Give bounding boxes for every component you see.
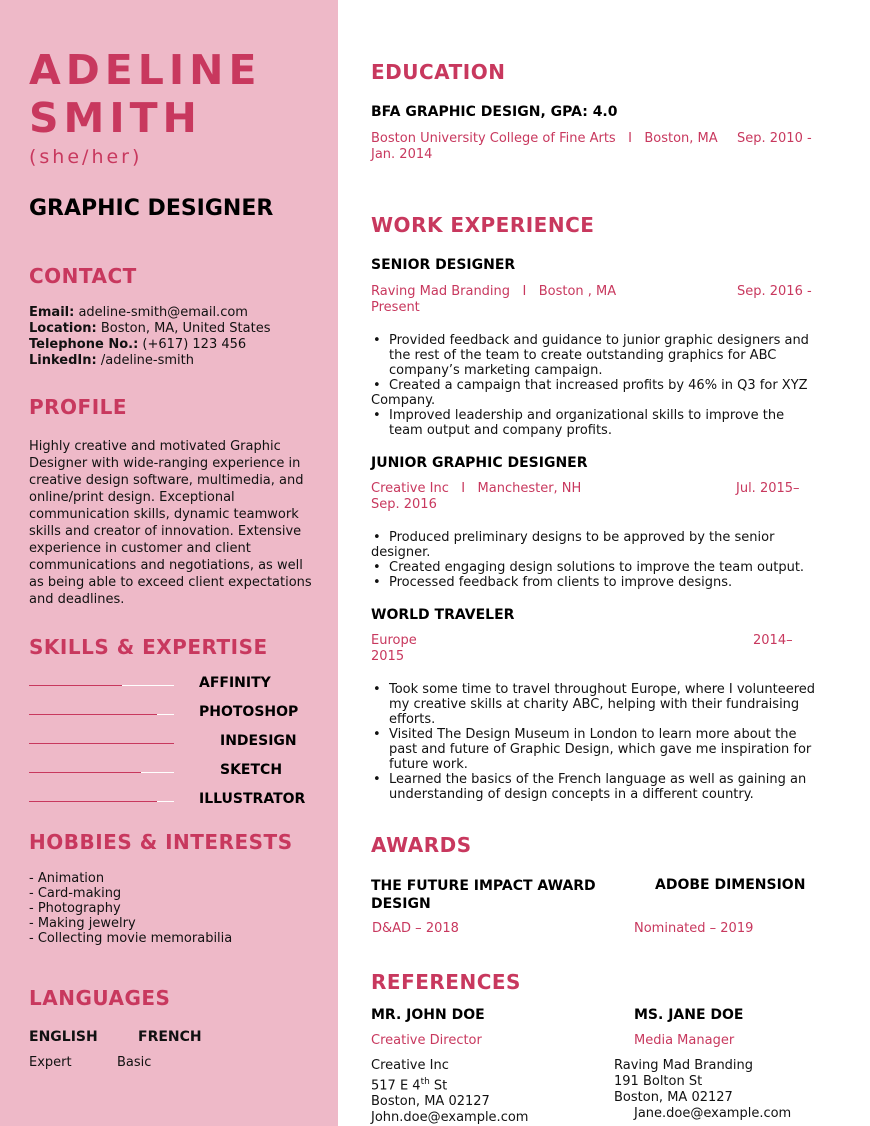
contact-location-line — [29, 321, 271, 337]
education-meta — [371, 131, 816, 163]
hobby-item: - Photography — [29, 901, 121, 916]
skill-label: INDESIGN — [220, 733, 297, 749]
street-rest: St — [429, 1078, 448, 1094]
date-end: 2015 — [371, 649, 405, 664]
profile-heading: PROFILE — [29, 395, 128, 419]
last-name: SMITH — [29, 94, 202, 142]
languages-heading: LANGUAGES — [29, 986, 171, 1010]
bullet-item: • Learned the basics of the French language as well as gaining an understanding of design concepts in a different country. — [371, 772, 821, 802]
award-title — [371, 877, 596, 913]
skill-label: PHOTOSHOP — [199, 704, 299, 720]
skill-label: SKETCH — [220, 762, 283, 778]
education-heading: EDUCATION — [371, 60, 506, 84]
skills-heading: SKILLS & EXPERTISE — [29, 635, 268, 659]
bullet-item: • Created engaging design solutions to improve the team output. — [371, 560, 821, 575]
email-label: Email: — [29, 305, 75, 320]
contact-linkedin-line — [29, 353, 271, 369]
bullet-item: • Visited The Design Museum in London to learn more about the past and future of Graphic Design, which gave me inspiration for future work. — [371, 727, 821, 772]
phone-value: (+617) 123 456 — [142, 337, 247, 352]
contact-details — [29, 305, 271, 369]
hobbies-list — [29, 871, 232, 946]
bullet-item: • Produced preliminary designs to be approved by the senior designer. — [371, 530, 821, 560]
company-name: Raving Mad Branding — [371, 284, 511, 299]
date-start: 2014– — [753, 633, 793, 648]
skill-row — [29, 673, 329, 697]
linkedin-value: /adeline-smith — [100, 353, 194, 368]
hobby-item: - Animation — [29, 871, 105, 886]
skill-row — [29, 702, 329, 726]
job-title: GRAPHIC DESIGNER — [29, 196, 274, 221]
job-bullets — [371, 530, 821, 590]
reference-email[interactable]: Jane.doe@example.com — [634, 1106, 792, 1121]
first-name: ADELINE — [29, 46, 262, 94]
award-title: ADOBE DIMENSION — [655, 877, 806, 893]
school-place: Boston, MA — [644, 131, 718, 146]
reference-contact — [371, 1058, 528, 1126]
phone-label: Telephone No.: — [29, 337, 139, 352]
linkedin-label: LinkedIn: — [29, 353, 97, 368]
references-heading: REFERENCES — [371, 970, 521, 994]
reference-city: Boston, MA 02127 — [371, 1094, 490, 1110]
bullet-item: • Processed feedback from clients to improve designs. — [371, 575, 821, 590]
bullet-item: • Created a campaign that increased profits by 46% in Q3 for XYZ Company. — [371, 378, 821, 408]
company-name: Creative Inc — [371, 481, 449, 496]
skill-label: ILLUSTRATOR — [199, 791, 306, 807]
profile-text: Highly creative and motivated Graphic Designer with wide-ranging experience in creative design software, multimedia, and online/print design. Exceptional communication skills, dynamic teamwork skills and creator of innovation. Extensive experience in customer and client communications and negotiations, as well as being able to exceed client expectations and deadlines. — [29, 439, 312, 607]
job-place: Boston , MA — [538, 284, 617, 299]
language-level: Basic — [117, 1055, 152, 1070]
hobbies-heading: HOBBIES & INTERESTS — [29, 830, 293, 854]
awards-heading: AWARDS — [371, 833, 472, 857]
skill-row — [29, 731, 329, 755]
award-title-line: THE FUTURE IMPACT AWARD — [371, 878, 596, 894]
job-bullets — [371, 682, 821, 802]
skill-bar-fill — [29, 743, 174, 744]
job-title: SENIOR DESIGNER — [371, 257, 516, 273]
candidate-name — [29, 46, 261, 142]
hobby-item: - Card-making — [29, 886, 122, 901]
separator: I — [522, 284, 527, 299]
date-end: Present — [371, 300, 420, 315]
award-title-line: DESIGN — [371, 896, 431, 912]
job-title: WORLD TRAVELER — [371, 607, 515, 623]
language-name: FRENCH — [138, 1029, 202, 1045]
contact-email-line — [29, 305, 271, 321]
separator: I — [461, 481, 466, 496]
reference-contact — [614, 1058, 791, 1122]
email-value: adeline-smith@email.com — [78, 305, 248, 320]
bullet-item: • Provided feedback and guidance to junior graphic designers and the rest of the team to create outstanding graphics for ABC company’s marketing campaign. — [371, 333, 821, 378]
reference-name: MR. JOHN DOE — [371, 1007, 485, 1023]
reference-street: 191 Bolton St — [614, 1074, 703, 1089]
skill-row — [29, 789, 329, 813]
reference-name: MS. JANE DOE — [634, 1007, 744, 1023]
job-place: Manchester, NH — [477, 481, 582, 496]
bullet-item: • Took some time to travel throughout Europe, where I volunteered my creative skills at charity ABC, helping with their fundraising efforts. — [371, 682, 821, 727]
award-detail: D&AD – 2018 — [372, 921, 459, 936]
location-value: Boston, MA, United States — [100, 321, 271, 336]
job-meta — [371, 633, 816, 665]
school-name: Boston University College of Fine Arts — [371, 131, 616, 146]
skill-row — [29, 760, 329, 784]
contact-heading: CONTACT — [29, 264, 137, 288]
skill-label: AFFINITY — [199, 675, 271, 691]
reference-email[interactable]: John.doe@example.com — [371, 1110, 529, 1126]
sidebar — [0, 0, 338, 1126]
hobby-item: - Collecting movie memorabilia — [29, 931, 233, 946]
reference-company: Creative Inc — [371, 1058, 449, 1073]
job-bullets — [371, 333, 821, 438]
degree-title: BFA GRAPHIC DESIGN, GPA: 4.0 — [371, 104, 618, 120]
skill-bar-fill — [29, 685, 122, 686]
reference-company: Raving Mad Branding — [614, 1058, 754, 1073]
language-name: ENGLISH — [29, 1029, 98, 1045]
company-name: Europe — [371, 633, 417, 648]
separator: I — [628, 131, 632, 146]
street-ordinal: th — [420, 1077, 430, 1087]
location-label: Location: — [29, 321, 97, 336]
skill-bar-fill — [29, 801, 157, 802]
date-end: Sep. 2016 — [371, 497, 437, 512]
main-column — [338, 0, 870, 1126]
reference-role: Media Manager — [634, 1033, 735, 1048]
contact-phone-line — [29, 337, 271, 353]
reference-role: Creative Director — [371, 1033, 482, 1048]
skill-bar-fill — [29, 772, 141, 773]
date-start: Sep. 2010 - — [737, 131, 812, 146]
date-end: Jan. 2014 — [371, 147, 433, 162]
job-meta — [371, 284, 816, 316]
skill-bar-fill — [29, 714, 157, 715]
bullet-item: • Improved leadership and organizational skills to improve the team output and company profits. — [371, 408, 821, 438]
language-level: Expert — [29, 1055, 72, 1070]
pronouns: (she/her) — [29, 146, 143, 168]
work-heading: WORK EXPERIENCE — [371, 213, 595, 237]
date-start: Jul. 2015– — [736, 481, 800, 496]
street-number: 517 E 4 — [371, 1078, 421, 1094]
hobby-item: - Making jewelry — [29, 916, 136, 931]
job-title: JUNIOR GRAPHIC DESIGNER — [371, 455, 588, 471]
date-start: Sep. 2016 - — [737, 284, 812, 299]
job-meta — [371, 481, 816, 513]
award-detail: Nominated – 2019 — [634, 921, 754, 936]
reference-city: Boston, MA 02127 — [614, 1090, 733, 1105]
reference-street — [371, 1074, 528, 1094]
